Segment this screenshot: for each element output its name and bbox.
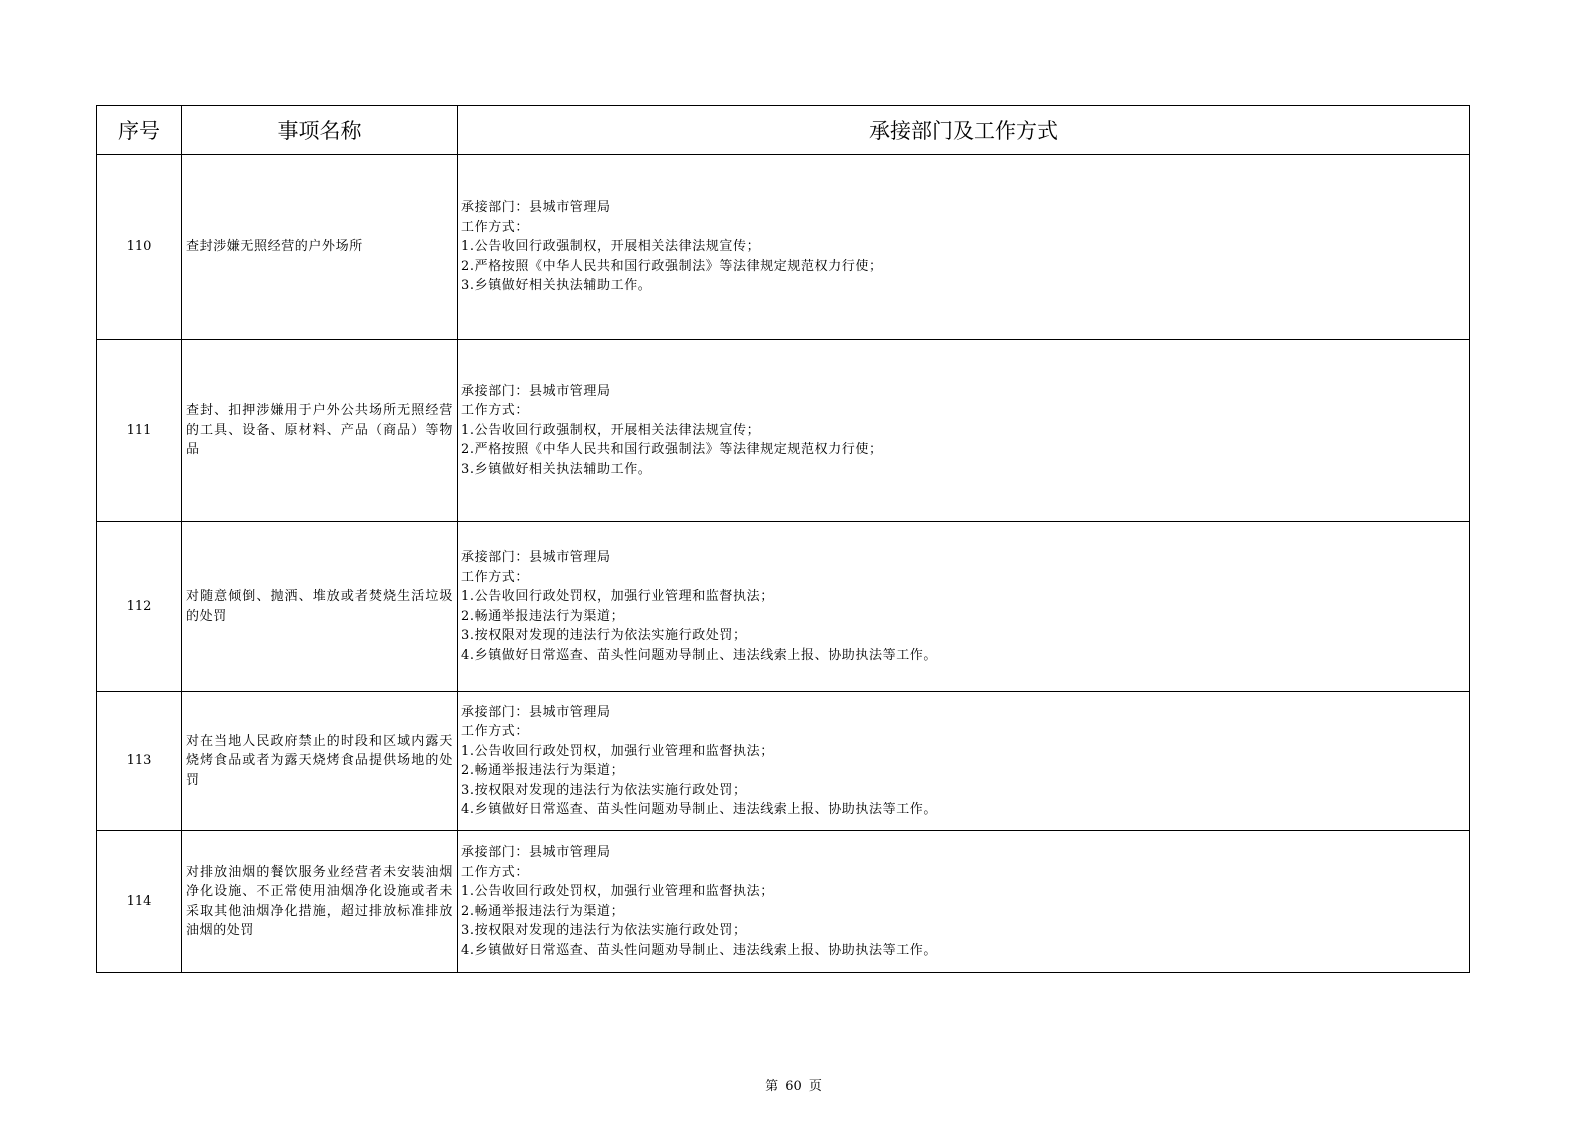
row-seq: 114 (97, 831, 182, 973)
header-name: 事项名称 (182, 106, 458, 155)
dept-line: 4.乡镇做好日常巡查、苗头性问题劝导制止、违法线索上报、协助执法等工作。 (461, 647, 938, 663)
dept-line: 工作方式： (461, 219, 530, 235)
dept-line: 承接部门：县城市管理局 (461, 845, 611, 860)
header-seq: 序号 (97, 106, 182, 155)
row-name: 查封、扣押涉嫌用于户外公共场所无照经营的工具、设备、原材料、产品（商品）等物品 (182, 340, 458, 522)
row-name: 对随意倾倒、抛洒、堆放或者焚烧生活垃圾的处罚 (182, 522, 458, 692)
table-row (97, 692, 1470, 831)
table-row (97, 155, 1470, 340)
table-header (97, 106, 1470, 155)
dept-line: 承接部门：县城市管理局 (461, 550, 611, 565)
table-row (97, 340, 1470, 522)
table-row (97, 522, 1470, 692)
dept-line: 3.按权限对发现的违法行为依法实施行政处罚； (461, 923, 747, 938)
header-row (97, 106, 1470, 155)
dept-line: 4.乡镇做好日常巡查、苗头性问题劝导制止、违法线索上报、协助执法等工作。 (461, 802, 938, 817)
dept-line: 3.按权限对发现的违法行为依法实施行政处罚； (461, 628, 747, 643)
row-name: 对在当地人民政府禁止的时段和区域内露天烧烤食品或者为露天烧烤食品提供场地的处罚 (182, 692, 458, 831)
dept-line: 2.严格按照《中华人民共和国行政强制法》等法律规定规范权力行使； (461, 258, 883, 274)
dept-line: 2.畅通举报违法行为渠道； (461, 763, 625, 778)
dept-line: 承接部门：县城市管理局 (461, 200, 611, 216)
dept-line: 1.公告收回行政处罚权，加强行业管理和监督执法； (461, 743, 774, 759)
dept-line: 承接部门：县城市管理局 (461, 383, 611, 399)
row-seq: 110 (97, 155, 182, 340)
dept-line: 2.畅通举报违法行为渠道； (461, 608, 625, 624)
row-seq: 112 (97, 522, 182, 692)
dept-line: 工作方式： (461, 403, 530, 419)
dept-line: 工作方式： (461, 724, 530, 739)
row-name: 对排放油烟的餐饮服务业经营者未安装油烟净化设施、不正常使用油烟净化设施或者未采取其他油烟净化措施，超过排放标准排放油烟的处罚 (182, 831, 458, 973)
page-number: 第 60 页 (765, 1079, 822, 1094)
dept-line: 4.乡镇做好日常巡查、苗头性问题劝导制止、违法线索上报、协助执法等工作。 (461, 942, 938, 958)
dept-line: 2.严格按照《中华人民共和国行政强制法》等法律规定规范权力行使； (461, 442, 883, 458)
header-dept: 承接部门及工作方式 (458, 106, 1470, 155)
dept-line: 3.按权限对发现的违法行为依法实施行政处罚； (461, 782, 747, 798)
dept-line: 承接部门：县城市管理局 (461, 704, 611, 720)
dept-line: 3.乡镇做好相关执法辅助工作。 (461, 461, 652, 477)
row-seq: 113 (97, 692, 182, 831)
table-row (97, 831, 1470, 973)
dept-line: 1.公告收回行政强制权，开展相关法律法规宣传； (461, 239, 761, 255)
row-dept (458, 692, 1470, 831)
row-dept (458, 522, 1470, 692)
dept-line: 工作方式： (461, 864, 530, 880)
row-seq: 111 (97, 340, 182, 522)
row-dept (458, 340, 1470, 522)
dept-line: 工作方式： (461, 569, 530, 585)
row-dept (458, 155, 1470, 340)
dept-line: 1.公告收回行政处罚权，加强行业管理和监督执法； (461, 884, 774, 899)
dept-line: 1.公告收回行政处罚权，加强行业管理和监督执法； (461, 589, 774, 604)
dept-line: 2.畅通举报违法行为渠道； (461, 903, 625, 919)
table-body (97, 155, 1470, 973)
row-name: 查封涉嫌无照经营的户外场所 (182, 155, 458, 340)
matters-table (96, 105, 1470, 973)
dept-line: 3.乡镇做好相关执法辅助工作。 (461, 278, 652, 294)
row-dept (458, 831, 1470, 973)
dept-line: 1.公告收回行政强制权，开展相关法律法规宣传； (461, 422, 761, 438)
